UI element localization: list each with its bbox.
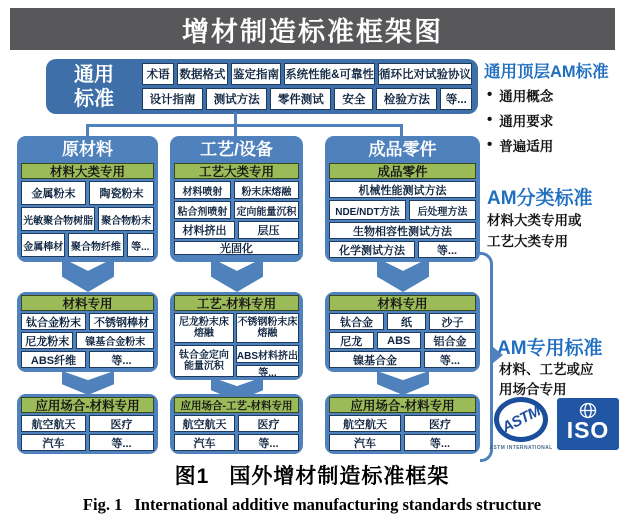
general-row-1: [142, 63, 472, 85]
standard-item: 数据格式: [177, 63, 227, 85]
standard-item: 不锈钢棒材: [89, 313, 154, 330]
standard-item: 鉴定指南: [231, 63, 281, 85]
astm-logo-text: ASTM: [499, 402, 543, 437]
standard-item: 聚合物粉末: [98, 207, 154, 231]
raw-materials-tier3-box: [17, 394, 158, 454]
item-row: [174, 415, 299, 432]
iso-logo: [557, 398, 619, 450]
right-arrow-icon: [493, 347, 503, 363]
down-arrow-icon: [377, 258, 429, 292]
standard-item: 检验方法: [376, 88, 437, 110]
standard-item: 铝合金: [424, 332, 476, 349]
astm-logo: [489, 397, 553, 455]
item-row: [21, 181, 154, 205]
tier-header: 材料专用: [21, 295, 154, 311]
bullet-item: [487, 132, 553, 157]
tier-header: 材料大类专用: [21, 163, 154, 179]
tier-header: 应用场合-工艺-材料专用: [174, 397, 299, 413]
standard-item: 测试方法: [206, 88, 267, 110]
item-row: [329, 200, 476, 220]
am-category-description: [487, 210, 582, 252]
standard-item: 光敏聚合物树脂: [21, 207, 95, 231]
standard-item: 安全: [334, 88, 373, 110]
standard-item: 钛合金定向能量沉积: [174, 345, 234, 377]
item-row: [329, 415, 476, 432]
caption-zh-label: 图1: [174, 465, 210, 488]
item-row: [174, 221, 299, 239]
standard-item: 航空航天: [21, 415, 86, 432]
standard-item: 定向能量沉积: [234, 201, 299, 219]
standard-item: ABS纤维: [21, 351, 86, 368]
standard-item: 钛合金: [329, 313, 384, 330]
caption-en-text: International additive manufacturing standards structure: [134, 495, 542, 514]
standard-item: 尼龙粉末: [21, 332, 73, 349]
item-grid: [174, 313, 299, 377]
process-equipment-tier2-box: [170, 292, 303, 380]
figure-title: 增材制造标准框架图: [182, 16, 443, 47]
standard-item: 聚合物纤维: [68, 233, 123, 257]
standard-item: 纸: [387, 313, 426, 330]
standard-item: 术语: [142, 63, 174, 85]
item-row: [21, 351, 154, 368]
standard-item: 等...: [236, 365, 299, 377]
bullet-dot: •: [487, 111, 493, 128]
general-top-bullet-list: [487, 82, 553, 157]
general-standards-label: [52, 63, 136, 111]
item-row: [174, 434, 299, 451]
astm-logo-caption: ASTM INTERNATIONAL: [489, 445, 553, 451]
standard-item: 医疗: [238, 415, 299, 432]
standard-item: 汽车: [329, 434, 401, 451]
process-equipment-tier1-box: [170, 136, 303, 262]
description-line: 工艺大类专用: [487, 234, 568, 249]
standard-item: 等...: [238, 434, 299, 451]
item-row: [21, 415, 154, 432]
standard-item: 钛合金粉末: [21, 313, 86, 330]
standard-item: 等...: [89, 434, 154, 451]
heading-general-top-am: 通用顶层AM标准: [484, 63, 609, 81]
down-arrow-icon: [211, 258, 263, 292]
column-title: 成品零件: [368, 140, 437, 159]
standard-item: 光固化: [174, 241, 299, 255]
item-row: [21, 207, 154, 231]
item-row: [329, 222, 476, 239]
description-line: 材料大类专用或: [487, 213, 582, 228]
standard-item: 生物相容性测试方法: [329, 222, 476, 239]
item-row: [174, 201, 299, 219]
heading-am-specific: AM专用标准: [497, 338, 603, 359]
standard-item: 设计指南: [142, 88, 203, 110]
am-specific-description: [499, 360, 594, 400]
standard-item: 汽车: [21, 434, 86, 451]
standard-item: 零件测试: [270, 88, 331, 110]
standard-item: 系统性能&可靠性: [284, 63, 375, 85]
general-label-line1: 通用: [74, 63, 114, 86]
tier-header: 应用场合-材料专用: [21, 397, 154, 413]
standard-item: 机械性能测试方法: [329, 181, 476, 198]
item-row: [21, 332, 154, 349]
general-standards-box: [46, 59, 478, 114]
description-line: 材料、工艺或应: [499, 362, 594, 377]
item-row: [21, 434, 154, 451]
finished-parts-tier1-box: [325, 136, 480, 262]
item-row: [329, 332, 476, 349]
bullet-text: 通用概念: [499, 88, 554, 104]
standard-item: 材料挤出: [174, 221, 235, 239]
raw-materials-tier1-box: [17, 136, 158, 262]
standard-item: 等...: [440, 88, 472, 110]
figure-title-bar: [10, 8, 615, 50]
item-row: [21, 313, 154, 330]
standard-item: 后处理方法: [409, 200, 476, 220]
tier-header: 应用场合-材料专用: [329, 397, 476, 413]
down-arrow-icon: [377, 371, 429, 395]
general-row-2: [142, 88, 472, 110]
standard-item: 金属棒材: [21, 233, 65, 257]
standard-item: 尼龙粉末床熔融: [174, 313, 234, 343]
standard-item: 层压: [238, 221, 299, 239]
standard-item: 镍基合金粉末: [76, 332, 154, 349]
heading-am-category: AM分类标准: [487, 188, 593, 209]
caption-en-label: Fig. 1: [82, 495, 123, 514]
process-equipment-tier3-box: [170, 394, 303, 454]
item-row: [329, 313, 476, 330]
standard-item: 医疗: [404, 415, 476, 432]
standard-item: 粘合剂喷射: [174, 201, 231, 219]
item-row: [21, 233, 154, 257]
standard-item: ABS材料挤出: [236, 345, 299, 363]
standard-item: 等...: [127, 233, 154, 257]
caption-zh-text: 国外增材制造标准框架: [229, 465, 450, 488]
caption-english: [0, 495, 624, 515]
general-standards-items: [142, 63, 472, 110]
standard-item: 沙子: [429, 313, 476, 330]
caption-chinese: [0, 460, 624, 490]
down-arrow-icon: [62, 371, 114, 395]
tier-header: 工艺-材料专用: [174, 295, 299, 311]
standard-item: 等...: [89, 351, 154, 368]
standard-item: NDE/NDT方法: [329, 200, 406, 220]
down-arrow-icon: [62, 258, 114, 292]
standard-item: 金属粉末: [21, 181, 86, 205]
standard-item: 汽车: [174, 434, 235, 451]
standard-item: 等...: [424, 351, 476, 368]
standard-item: 尼龙: [329, 332, 374, 349]
column-title: 工艺/设备: [200, 140, 273, 159]
tier-header: 成品零件: [329, 163, 476, 179]
standard-item: 镍基合金: [329, 351, 421, 368]
raw-materials-tier2-box: [17, 292, 158, 372]
bullet-item: [487, 107, 553, 132]
bullet-item: [487, 82, 553, 107]
tier-header: 工艺大类专用: [174, 163, 299, 179]
column-title: 原材料: [62, 140, 113, 159]
iso-logo-text: ISO: [566, 417, 610, 443]
standard-item: 医疗: [89, 415, 154, 432]
astm-circle-icon: [494, 397, 548, 442]
standard-item: 陶瓷粉末: [89, 181, 154, 205]
item-row: [329, 181, 476, 198]
tier-header: 材料专用: [329, 295, 476, 311]
bullet-text: 普遍适用: [499, 138, 554, 154]
standard-item: 航空航天: [174, 415, 235, 432]
standard-item: 循环比对试验协议: [378, 63, 472, 85]
standard-item: 等...: [418, 241, 476, 258]
general-label-line2: 标准: [74, 87, 114, 110]
standard-item: 航空航天: [329, 415, 401, 432]
item-row: [174, 241, 299, 255]
standard-item: 不锈钢粉末床熔融: [236, 313, 299, 343]
bullet-text: 通用要求: [499, 113, 554, 129]
standard-item: 粉末床熔融: [234, 181, 299, 199]
finished-parts-tier2-box: [325, 292, 480, 372]
standard-item: 等...: [404, 434, 476, 451]
connector-horizontal-line: [86, 124, 403, 127]
standard-item: 化学测试方法: [329, 241, 415, 258]
standard-item: ABS: [377, 332, 422, 349]
item-row: [329, 351, 476, 368]
bullet-dot: •: [487, 136, 493, 153]
bullet-dot: •: [487, 86, 493, 103]
item-row: [174, 181, 299, 199]
description-line: 用场合专用: [499, 382, 567, 397]
item-row: [329, 241, 476, 258]
item-row: [329, 434, 476, 451]
finished-parts-tier3-box: [325, 394, 480, 454]
standard-item: 材料喷射: [174, 181, 231, 199]
